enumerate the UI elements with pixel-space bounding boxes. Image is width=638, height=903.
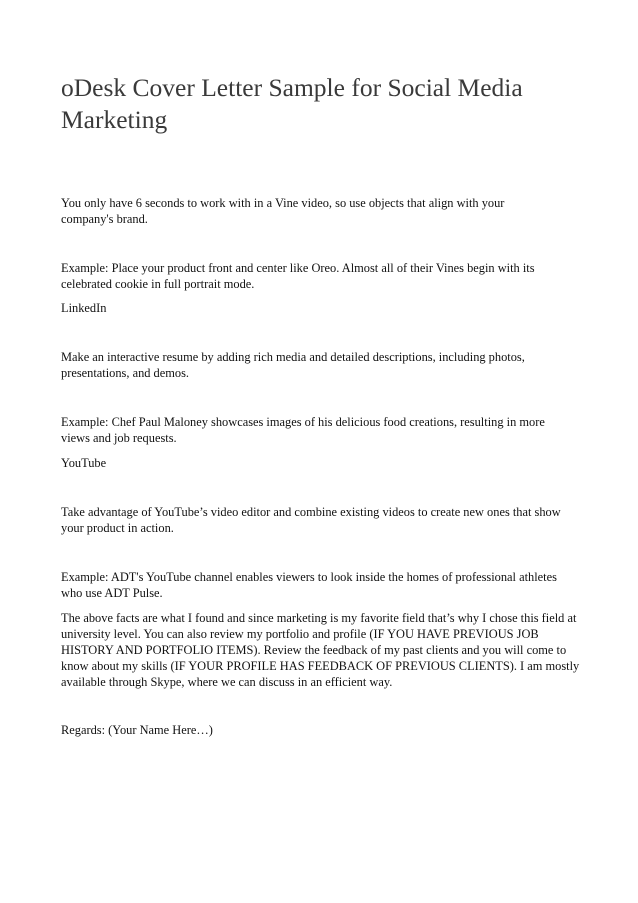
section-heading-youtube: YouTube bbox=[61, 456, 107, 470]
signature-line: Regards: (Your Name Here…) bbox=[61, 723, 213, 737]
document-title: oDesk Cover Letter Sample for Social Media Marketing bbox=[61, 73, 523, 134]
paragraph-linkedin-example: Example: Chef Paul Maloney showcases images of his delicious food creations, resulting in more views and job requests. bbox=[61, 415, 545, 445]
paragraph-linkedin-intro: Make an interactive resume by adding rich media and detailed descriptions, including photos, presentations, and demos. bbox=[61, 350, 525, 380]
paragraph-youtube-intro: Take advantage of YouTube’s video editor and combine existing videos to create new ones that show your product in action. bbox=[61, 505, 561, 535]
paragraph-closing: The above facts are what I found and since marketing is my favorite field that’s why I chose this field at university level. You can also review my portfolio and profile (IF YOU HAVE PREVIOUS JOB HISTORY AND PORTFOLIO ITEMS). Review the feedback of my past clients and you will come to know about my skills (IF YOUR PROFILE HAS FEEDBACK OF PREVIOUS CLIENTS). I am mostly available through Skype, where we can discuss in an efficient way. bbox=[61, 611, 580, 689]
paragraph-vine-example: Example: Place your product front and center like Oreo. Almost all of their Vines begin with its celebrated cookie in full portrait mode. bbox=[61, 261, 535, 291]
paragraph-youtube-example: Example: ADT's YouTube channel enables viewers to look inside the homes of professional athletes who use ADT Pulse. bbox=[61, 570, 557, 600]
paragraph-vine-intro: You only have 6 seconds to work with in a Vine video, so use objects that align with your company's brand. bbox=[61, 196, 505, 226]
section-heading-linkedin: LinkedIn bbox=[61, 301, 107, 315]
